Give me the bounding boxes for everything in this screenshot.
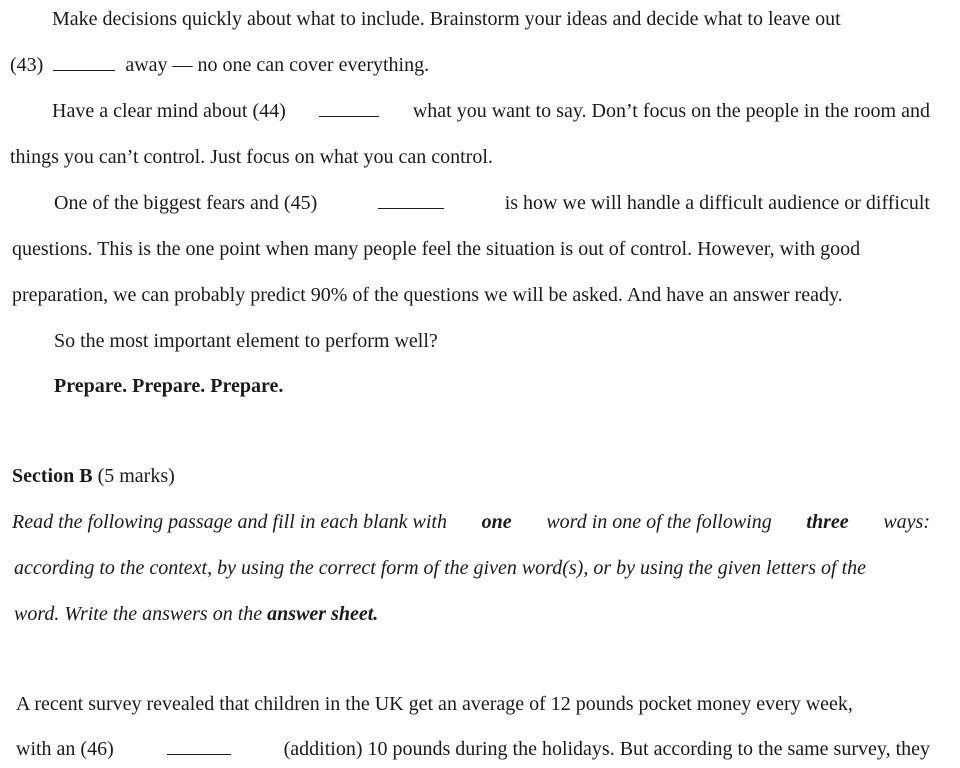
p2-line-1 [0, 98, 960, 124]
p1-line-2-text: away — no one can cover everything. [125, 54, 430, 76]
p3-line-2 [0, 236, 960, 262]
instr-l1-d: three [806, 511, 849, 533]
p4-line-1-text: So the most important element to perform well? [54, 330, 438, 352]
instructions-line-1 [0, 509, 960, 535]
p1-line-1 [0, 6, 960, 32]
p1-line-2 [0, 52, 960, 78]
question-number-43: (43) [10, 54, 44, 76]
instr-l3-a: word. Write the answers on the [14, 603, 263, 625]
p3-line-2-text: questions. This is the one point when many people feel the situation is out of control. However, with good [12, 238, 861, 260]
p2-line-2-text: things you can’t control. Just focus on what you can control. [10, 146, 493, 168]
instr-l1-e: ways: [883, 511, 930, 533]
p2-line-1-start: Have a clear mind about (44) [52, 100, 286, 122]
p1-line-1-text: Make decisions quickly about what to include. Brainstorm your ideas and decide what to leave out [52, 8, 841, 30]
p3-line-3 [0, 282, 960, 308]
p3-line-3-text: preparation, we can probably predict 90% of the questions we will be asked. And have an answer ready. [12, 284, 843, 306]
blank-43[interactable] [53, 69, 115, 71]
instr-l1-b: one [481, 511, 512, 533]
prepare-emphasis: Prepare. Prepare. Prepare. [54, 375, 284, 397]
section-b-marks: (5 marks) [97, 465, 175, 487]
passage-line-1-text: A recent survey revealed that children in the UK get an average of 12 pounds pocket money every week, [16, 693, 853, 715]
p3-line-1-start: One of the biggest fears and (45) [54, 192, 318, 214]
blank-46[interactable] [167, 753, 231, 755]
p5-line-1 [0, 373, 960, 399]
p3-line-1-end: is how we will handle a difficult audience or difficult [504, 192, 930, 214]
p2-line-2 [0, 144, 960, 170]
p4-line-1 [0, 328, 960, 354]
blank-44[interactable] [319, 115, 379, 117]
section-b-title: Section B [12, 465, 93, 487]
instr-l2: according to the context, by using the correct form of the given word(s), or by using the given letters of the [14, 557, 867, 579]
passage-line-2 [0, 736, 960, 762]
instructions-line-2 [0, 555, 960, 581]
section-b-heading [0, 463, 960, 489]
instr-l1-c: word in one of the following [546, 511, 772, 533]
passage-line-2-end: (addition) 10 pounds during the holidays. But according to the same survey, they [283, 738, 930, 760]
passage-line-1 [0, 691, 960, 717]
instr-l3-b: answer sheet. [267, 603, 379, 625]
passage-line-2-start: with an (46) [16, 738, 114, 760]
blank-45[interactable] [378, 207, 444, 209]
p3-line-1 [0, 190, 960, 216]
instr-l1-a: Read the following passage and fill in each blank with [12, 511, 447, 533]
p2-line-1-end: what you want to say. Don’t focus on the people in the room and [412, 100, 930, 122]
instructions-line-3 [0, 601, 960, 627]
